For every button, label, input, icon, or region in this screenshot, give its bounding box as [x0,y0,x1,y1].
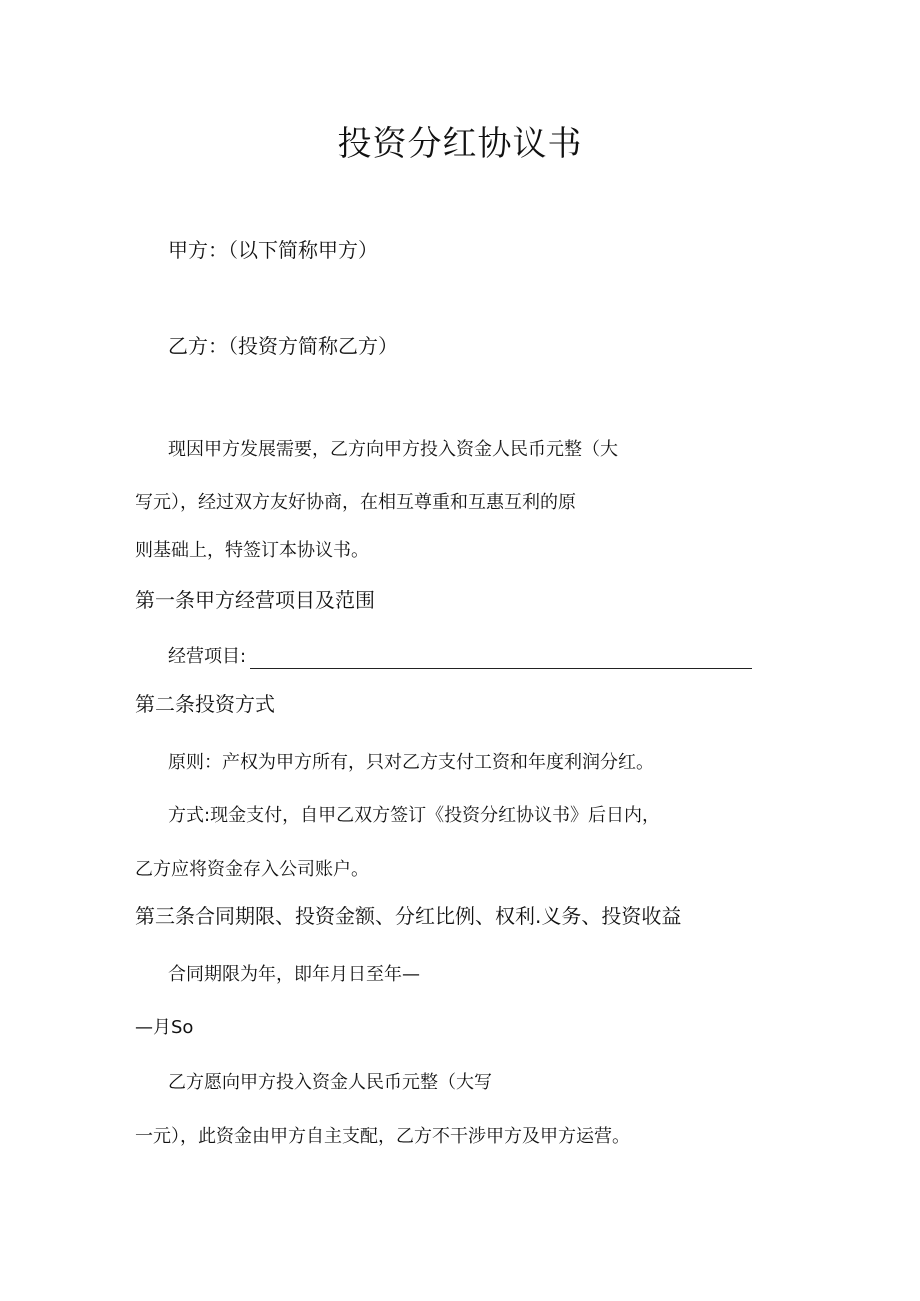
business-item-row [168,645,752,669]
article2-heading: 第二条投资方式 [135,692,275,716]
intro-line-2: 写元），经过双方友好协商，在相互尊重和互惠互利的原 [135,492,576,513]
article1-heading: 第一条甲方经营项目及范围 [135,588,375,612]
party-a-line: 甲方：（以下简称甲方） [168,238,378,262]
article3-term-line-2: —月So [135,1017,194,1038]
article2-principle: 原则：产权为甲方所有，只对乙方支付工资和年度利润分红。 [168,752,654,773]
business-item-blank [250,648,752,669]
article3-investment-line-2: 一元），此资金由甲方自主支配，乙方不干涉甲方及甲方运营。 [135,1126,630,1147]
article3-term-line-1: 合同期限为年，即年月日至年— [168,964,420,985]
business-item-label: 经营项目: [168,646,247,667]
document-title: 投资分红协议书 [337,124,583,164]
article2-method-line-1: 方式:现金支付，自甲乙双方签订《投资分红协议书》后日内， [168,805,661,826]
article3-heading: 第三条合同期限、投资金额、分红比例、权利.义务、投资收益 [135,904,682,928]
intro-line-3: 则基础上，特签订本协议书。 [135,540,369,561]
party-b-line: 乙方：（投资方简称乙方） [168,334,398,358]
article3-investment-line-1: 乙方愿向甲方投入资金人民币元整（大写 [168,1072,492,1093]
intro-line-1: 现因甲方发展需要，乙方向甲方投入资金人民币元整（大 [168,439,618,460]
article2-method-line-2: 乙方应将资金存入公司账户。 [135,859,369,880]
